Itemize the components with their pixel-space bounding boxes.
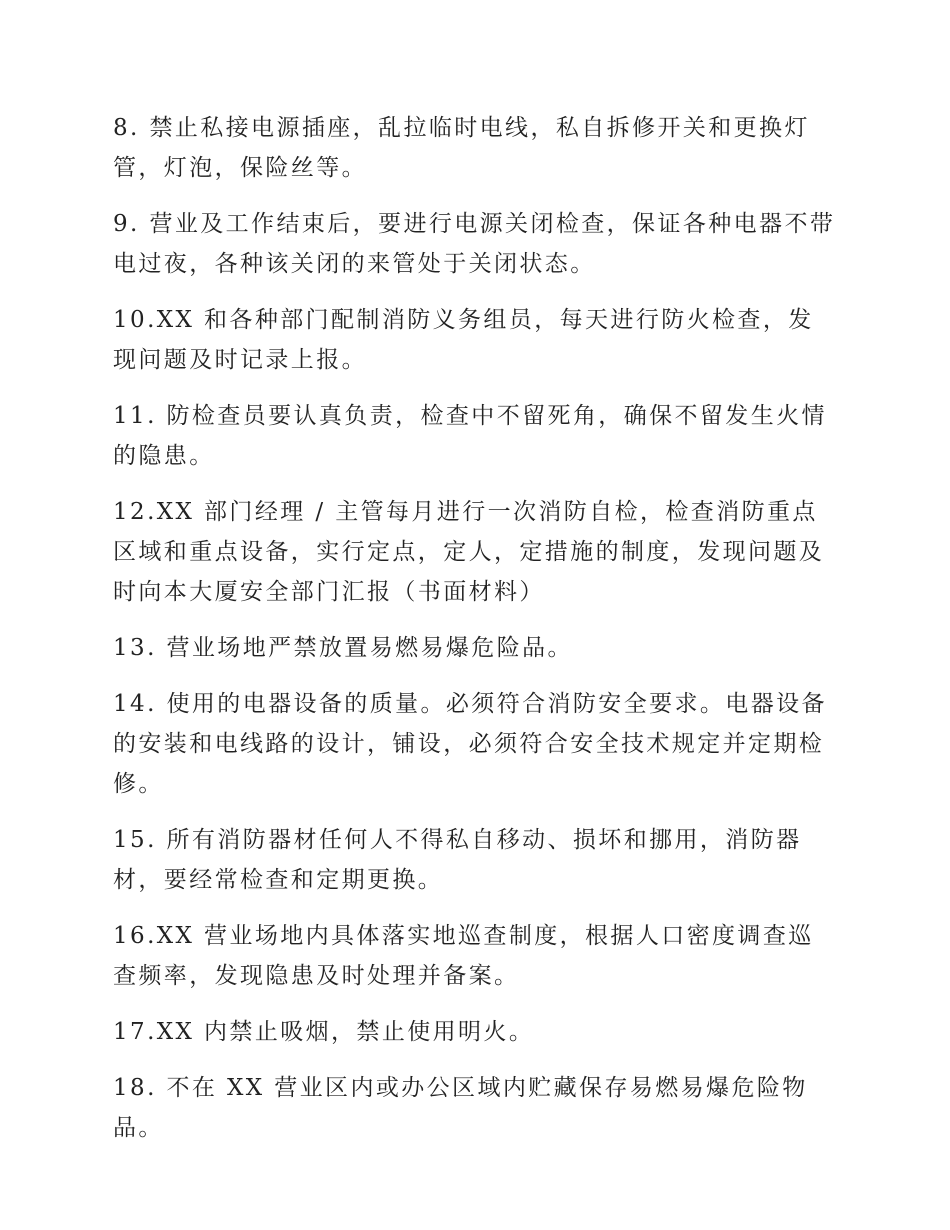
paragraph-item-15: 15. 所有消防器材任何人不得私自移动、损坏和挪用，消防器材，要经常检查和定期更换。	[113, 827, 802, 893]
paragraph-item-11: 11. 防检查员要认真负责，检查中不留死角，确保不留发生火情的隐患。	[113, 403, 827, 469]
paragraph-item-17: 17.XX 内禁止吸烟，禁止使用明火。	[113, 1019, 535, 1045]
document-body	[113, 108, 838, 1164]
paragraph-item-16: 16.XX 营业场地内具体落实地巡查制度，根据人口密度调查巡查频率，发现隐患及时处理并备案。	[113, 923, 814, 989]
paragraph-item-9: 9. 营业及工作结束后，要进行电源关闭检查，保证各种电器不带电过夜，各种该关闭的来管处于关闭状态。	[113, 211, 836, 277]
paragraph-item-8: 8. 禁止私接电源插座，乱拉临时电线，私自拆修开关和更换灯管，灯泡，保险丝等。	[113, 115, 810, 181]
paragraph-item-18: 18. 不在 XX 营业区内或办公区域内贮藏保存易燃易爆危险物品。	[113, 1075, 808, 1141]
paragraph-item-14: 14. 使用的电器设备的质量。必须符合消防安全要求。电器设备的安装和电线路的设计，铺设，必须符合安全技术规定并定期检修。	[113, 691, 827, 797]
paragraph-item-13: 13. 营业场地严禁放置易燃易爆危险品。	[113, 635, 573, 661]
paragraph-item-12: 12.XX 部门经理 / 主管每月进行一次消防自检，检查消防重点区域和重点设备，实行定点，定人，定措施的制度，发现问题及时向本大厦安全部门汇报（书面材料）	[113, 499, 825, 605]
paragraph-item-10: 10.XX 和各种部门配制消防义务组员，每天进行防火检查，发现问题及时记录上报。	[113, 307, 814, 373]
